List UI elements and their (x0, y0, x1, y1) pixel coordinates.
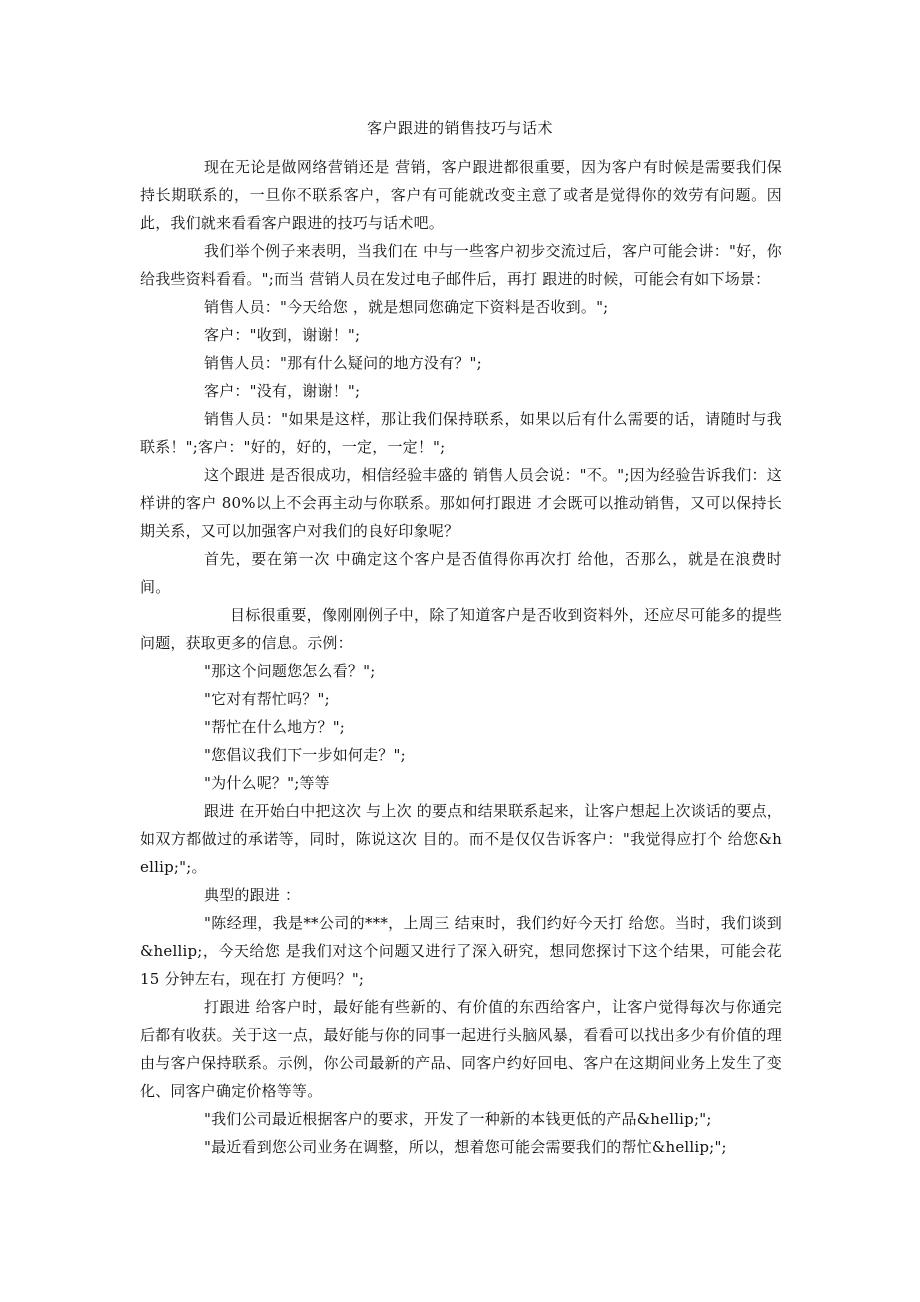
paragraph: 跟进 在开始白中把这次 与上次 的要点和结果联系起来，让客户想起上次谈话的要点，如双方都做过的承诺等，同时，陈说这次 目的。而不是仅仅告诉客户："我觉得应打个 给您&hellip;";。 (140, 802, 782, 876)
paragraph: 现在无论是做网络营销还是 营销，客户跟进都很重要，因为客户有时候是需要我们保持长期联系的，一旦你不联系客户，客户有可能就改变主意了或者是觉得你的效劳有问题。因此，我们就来看看客户跟进的技巧与话术吧。 (140, 158, 782, 232)
paragraph: "您倡议我们下一步如何走？"; (204, 746, 406, 764)
paragraph: 这个跟进 是否很成功，相信经验丰盛的 销售人员会说："不。";因为经验告诉我们：这样讲的客户 80%以上不会再主动与你联系。那如何打跟进 才会既可以推动销售，又可以保持长期关系，又可以加强客户对我们的良好印象呢？ (140, 466, 782, 540)
paragraph: 销售人员："那有什么疑问的地方没有？"; (204, 354, 482, 372)
document-title: 客户跟进的销售技巧与话术 (366, 119, 553, 137)
paragraph: 销售人员："今天给您 ，就是想同您确定下资料是否收到。"; (204, 298, 609, 316)
paragraph: 客户："收到，谢谢！"; (204, 326, 361, 344)
paragraph: 目标很重要，像刚刚例子中，除了知道客户是否收到资料外，还应尽可能多的提些问题，获取更多的信息。示例： (140, 606, 782, 652)
paragraph: "我们公司最近根据客户的要求，开发了一种新的本钱更低的产品&hellip;"; (204, 1110, 712, 1128)
paragraph: 打跟进 给客户时，最好能有些新的、有价值的东西给客户，让客户觉得每次与你通完 后都有收获。关于这一点，最好能与你的同事一起进行头脑风暴，看看可以找出多少有价值的理由与客户保持联系。示例，你公司最新的产品、同客户约好回电、客户在这期间业务上发生了变化、同客户确定价格等等。 (140, 998, 782, 1100)
paragraph: "最近看到您公司业务在调整，所以，想着您可能会需要我们的帮忙&hellip;"; (204, 1138, 727, 1156)
document-body (140, 153, 782, 1161)
paragraph: 销售人员："如果是这样，那让我们保持联系，如果以后有什么需要的话，请随时与我联系！";客户："好的，好的，一定，一定！"; (140, 410, 782, 456)
paragraph: 典型的跟进 ： (204, 886, 301, 904)
paragraph: "帮忙在什么地方？"; (204, 718, 346, 736)
paragraph: "那这个问题您怎么看？"; (204, 662, 376, 680)
paragraph: "陈经理，我是**公司的***，上周三 结束时，我们约好今天打 给您。当时，我们谈到&hellip;，今天给您 是我们对这个问题又进行了深入研究，想同您探讨下这个结果，可能会花 15 分钟左右，现在打 方便吗？"; (140, 914, 782, 988)
paragraph: 客户："没有，谢谢！"; (204, 382, 361, 400)
paragraph: 我们举个例子来表明，当我们在 中与一些客户初步交流过后，客户可能会讲："好，你给我些资料看看。";而当 营销人员在发过电子邮件后，再打 跟进的时候，可能会有如下场景： (140, 242, 782, 288)
paragraph: 首先，要在第一次 中确定这个客户是否值得你再次打 给他，否那么，就是在浪费时间。 (140, 550, 782, 596)
paragraph: "为什么呢？";等等 (204, 774, 330, 792)
paragraph: "它对有帮忙吗？"; (204, 690, 330, 708)
